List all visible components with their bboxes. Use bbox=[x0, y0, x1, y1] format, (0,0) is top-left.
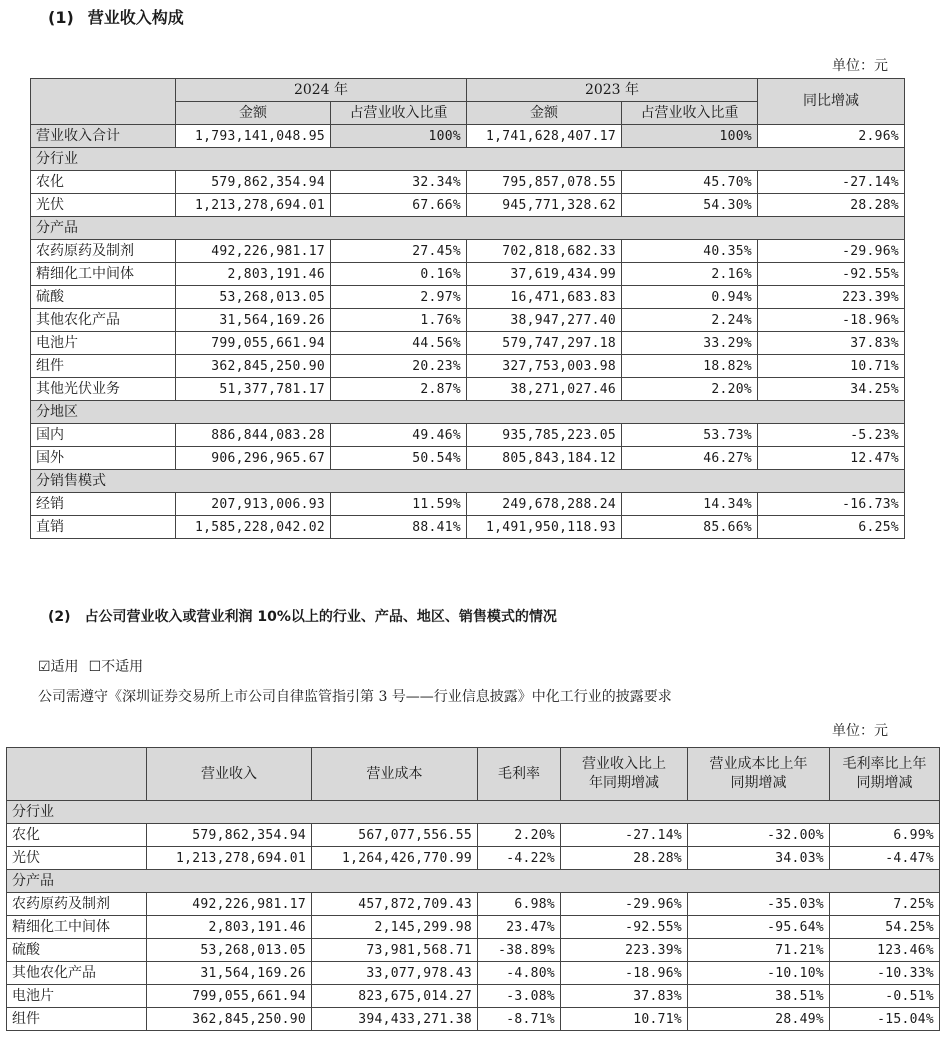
table-row bbox=[7, 985, 940, 1008]
table-row bbox=[31, 516, 905, 539]
row-label: 精细化工中间体 bbox=[7, 916, 147, 939]
row-label: 硫酸 bbox=[31, 286, 176, 309]
table-row bbox=[31, 309, 905, 332]
table-row bbox=[7, 824, 940, 847]
amount-2023: 327,753,003.98 bbox=[467, 355, 622, 378]
yoy-change: -92.55% bbox=[758, 263, 905, 286]
table-row bbox=[31, 194, 905, 217]
ratio-2023: 2.24% bbox=[622, 309, 758, 332]
ratio-2023: 53.73% bbox=[622, 424, 758, 447]
row-label: 组件 bbox=[31, 355, 176, 378]
ratio-2024: 49.46% bbox=[331, 424, 467, 447]
row-label: 精细化工中间体 bbox=[31, 263, 176, 286]
total-yoy: 2.96% bbox=[758, 125, 905, 148]
ratio-2024: 27.45% bbox=[331, 240, 467, 263]
amount-2024: 2,803,191.46 bbox=[176, 263, 331, 286]
row-label: 农化 bbox=[7, 824, 147, 847]
ratio-2023: 40.35% bbox=[622, 240, 758, 263]
section1-unit: 单位：元 bbox=[832, 58, 888, 74]
header-year-2023: 2023 年 bbox=[467, 79, 758, 102]
amount-2023: 579,747,297.18 bbox=[467, 332, 622, 355]
row-label: 直销 bbox=[31, 516, 176, 539]
total-row bbox=[31, 125, 905, 148]
amount-2023: 16,471,683.83 bbox=[467, 286, 622, 309]
applicability-row bbox=[38, 656, 153, 676]
group-title: 分产品 bbox=[7, 870, 940, 893]
ratio-2023: 2.20% bbox=[622, 378, 758, 401]
not-applicable-checkbox[interactable]: ☐不适用 bbox=[88, 659, 144, 675]
section1-heading bbox=[48, 5, 184, 28]
revenue: 1,213,278,694.01 bbox=[147, 847, 312, 870]
amount-2024: 207,913,006.93 bbox=[176, 493, 331, 516]
ratio-2023: 14.34% bbox=[622, 493, 758, 516]
yoy-change: 10.71% bbox=[758, 355, 905, 378]
revenue-yoy: -29.96% bbox=[561, 893, 688, 916]
gross-margin: -8.71% bbox=[478, 1008, 561, 1031]
row-label: 组件 bbox=[7, 1008, 147, 1031]
revenue-yoy: -92.55% bbox=[561, 916, 688, 939]
section-row bbox=[31, 148, 905, 171]
section2-title: 占公司营业收入或营业利润 10%以上的行业、产品、地区、销售模式的情况 bbox=[84, 609, 557, 625]
row-label: 农化 bbox=[31, 171, 176, 194]
seg-header-cost-yoy-line2: 同期增减 bbox=[730, 775, 787, 791]
yoy-change: 28.28% bbox=[758, 194, 905, 217]
table-row bbox=[7, 1008, 940, 1031]
ratio-2023: 54.30% bbox=[622, 194, 758, 217]
revenue: 31,564,169.26 bbox=[147, 962, 312, 985]
table-row bbox=[31, 240, 905, 263]
row-label: 硫酸 bbox=[7, 939, 147, 962]
amount-2024: 31,564,169.26 bbox=[176, 309, 331, 332]
ratio-2023: 18.82% bbox=[622, 355, 758, 378]
gross-margin: -38.89% bbox=[478, 939, 561, 962]
group-title: 分地区 bbox=[31, 401, 905, 424]
section2-unit: 单位：元 bbox=[832, 723, 888, 739]
row-label: 其他光伏业务 bbox=[31, 378, 176, 401]
header-yoy: 同比增减 bbox=[758, 79, 905, 125]
table-row bbox=[7, 962, 940, 985]
amount-2024: 579,862,354.94 bbox=[176, 171, 331, 194]
yoy-change: 34.25% bbox=[758, 378, 905, 401]
header-ratio-2023: 占营业收入比重 bbox=[622, 102, 758, 125]
seg-header-rev-yoy-line2: 年同期增减 bbox=[589, 775, 659, 791]
revenue-yoy: 37.83% bbox=[561, 985, 688, 1008]
table-row bbox=[31, 378, 905, 401]
revenue: 799,055,661.94 bbox=[147, 985, 312, 1008]
revenue: 53,268,013.05 bbox=[147, 939, 312, 962]
amount-2023: 37,619,434.99 bbox=[467, 263, 622, 286]
cost-yoy: -35.03% bbox=[688, 893, 830, 916]
cost: 823,675,014.27 bbox=[312, 985, 478, 1008]
row-label: 国内 bbox=[31, 424, 176, 447]
table-row bbox=[7, 893, 940, 916]
total-ratio-2024: 100% bbox=[331, 125, 467, 148]
segment-table-body bbox=[7, 801, 940, 1031]
yoy-change: -27.14% bbox=[758, 171, 905, 194]
gross-margin: -4.80% bbox=[478, 962, 561, 985]
yoy-change: 12.47% bbox=[758, 447, 905, 470]
seg-header-margin: 毛利率 bbox=[478, 748, 561, 801]
margin-yoy: 6.99% bbox=[830, 824, 940, 847]
row-label: 国外 bbox=[31, 447, 176, 470]
seg-header-rev-yoy-line1: 营业收入比上 bbox=[582, 756, 666, 772]
section-row bbox=[7, 801, 940, 824]
total-amount-2024: 1,793,141,048.95 bbox=[176, 125, 331, 148]
margin-yoy: -15.04% bbox=[830, 1008, 940, 1031]
cost-yoy: -95.64% bbox=[688, 916, 830, 939]
section-row bbox=[7, 870, 940, 893]
revenue-yoy: 10.71% bbox=[561, 1008, 688, 1031]
header-amount-2023: 金额 bbox=[467, 102, 622, 125]
row-label: 电池片 bbox=[7, 985, 147, 1008]
amount-2023: 38,947,277.40 bbox=[467, 309, 622, 332]
seg-header-cost-yoy-line1: 营业成本比上年 bbox=[709, 756, 808, 772]
ratio-2023: 2.16% bbox=[622, 263, 758, 286]
seg-header-corner bbox=[7, 748, 147, 801]
ratio-2024: 67.66% bbox=[331, 194, 467, 217]
segment-table bbox=[6, 747, 940, 1031]
row-label: 其他农化产品 bbox=[31, 309, 176, 332]
ratio-2024: 11.59% bbox=[331, 493, 467, 516]
revenue-yoy: 223.39% bbox=[561, 939, 688, 962]
yoy-change: -18.96% bbox=[758, 309, 905, 332]
row-label: 农药原药及制剂 bbox=[7, 893, 147, 916]
ratio-2023: 46.27% bbox=[622, 447, 758, 470]
yoy-change: -16.73% bbox=[758, 493, 905, 516]
cost-yoy: 34.03% bbox=[688, 847, 830, 870]
cost-yoy: -10.10% bbox=[688, 962, 830, 985]
seg-header-margin-yoy bbox=[830, 748, 940, 801]
group-title: 分行业 bbox=[7, 801, 940, 824]
seg-header-cost-yoy bbox=[688, 748, 830, 801]
table-row bbox=[31, 332, 905, 355]
amount-2024: 51,377,781.17 bbox=[176, 378, 331, 401]
revenue: 2,803,191.46 bbox=[147, 916, 312, 939]
table-row bbox=[7, 847, 940, 870]
section-row bbox=[31, 401, 905, 424]
group-title: 分产品 bbox=[31, 217, 905, 240]
total-amount-2023: 1,741,628,407.17 bbox=[467, 125, 622, 148]
gross-margin: 6.98% bbox=[478, 893, 561, 916]
revenue-composition-table bbox=[30, 78, 905, 539]
amount-2024: 799,055,661.94 bbox=[176, 332, 331, 355]
table-row bbox=[31, 424, 905, 447]
margin-yoy: 7.25% bbox=[830, 893, 940, 916]
revenue-composition-body bbox=[31, 125, 905, 539]
table-row bbox=[31, 286, 905, 309]
table-row bbox=[31, 263, 905, 286]
gross-margin: 23.47% bbox=[478, 916, 561, 939]
seg-header-margin-yoy-line2: 同期增减 bbox=[856, 775, 913, 791]
group-title: 分销售模式 bbox=[31, 470, 905, 493]
ratio-2024: 2.97% bbox=[331, 286, 467, 309]
margin-yoy: 123.46% bbox=[830, 939, 940, 962]
applicable-checkbox[interactable]: ☑适用 bbox=[38, 659, 79, 675]
amount-2023: 795,857,078.55 bbox=[467, 171, 622, 194]
gross-margin: -4.22% bbox=[478, 847, 561, 870]
yoy-change: 223.39% bbox=[758, 286, 905, 309]
disclosure-note: 公司需遵守《深圳证券交易所上市公司自律监管指引第 3 号——行业信息披露》中化工行业的披露要求 bbox=[38, 689, 672, 705]
table-row bbox=[7, 939, 940, 962]
margin-yoy: 54.25% bbox=[830, 916, 940, 939]
ratio-2024: 88.41% bbox=[331, 516, 467, 539]
amount-2024: 1,213,278,694.01 bbox=[176, 194, 331, 217]
gross-margin: 2.20% bbox=[478, 824, 561, 847]
ratio-2024: 44.56% bbox=[331, 332, 467, 355]
amount-2023: 249,678,288.24 bbox=[467, 493, 622, 516]
amount-2023: 1,491,950,118.93 bbox=[467, 516, 622, 539]
row-label: 光伏 bbox=[31, 194, 176, 217]
ratio-2024: 1.76% bbox=[331, 309, 467, 332]
row-label: 其他农化产品 bbox=[7, 962, 147, 985]
table-row bbox=[31, 171, 905, 194]
yoy-change: -29.96% bbox=[758, 240, 905, 263]
seg-header-margin-yoy-line1: 毛利率比上年 bbox=[842, 756, 927, 772]
cost-yoy: 71.21% bbox=[688, 939, 830, 962]
header-corner bbox=[31, 79, 176, 125]
section2-number: (2) bbox=[48, 609, 71, 625]
ratio-2023: 0.94% bbox=[622, 286, 758, 309]
yoy-change: -5.23% bbox=[758, 424, 905, 447]
revenue-yoy: 28.28% bbox=[561, 847, 688, 870]
margin-yoy: -4.47% bbox=[830, 847, 940, 870]
gross-margin: -3.08% bbox=[478, 985, 561, 1008]
revenue: 579,862,354.94 bbox=[147, 824, 312, 847]
margin-yoy: -0.51% bbox=[830, 985, 940, 1008]
table-row bbox=[31, 355, 905, 378]
row-label: 农药原药及制剂 bbox=[31, 240, 176, 263]
amount-2024: 906,296,965.67 bbox=[176, 447, 331, 470]
ratio-2024: 20.23% bbox=[331, 355, 467, 378]
seg-header-revenue: 营业收入 bbox=[147, 748, 312, 801]
cost-yoy: 38.51% bbox=[688, 985, 830, 1008]
cost: 2,145,299.98 bbox=[312, 916, 478, 939]
revenue-yoy: -27.14% bbox=[561, 824, 688, 847]
row-label: 经销 bbox=[31, 493, 176, 516]
amount-2024: 53,268,013.05 bbox=[176, 286, 331, 309]
revenue: 362,845,250.90 bbox=[147, 1008, 312, 1031]
yoy-change: 6.25% bbox=[758, 516, 905, 539]
amount-2024: 1,585,228,042.02 bbox=[176, 516, 331, 539]
cost-yoy: -32.00% bbox=[688, 824, 830, 847]
amount-2023: 38,271,027.46 bbox=[467, 378, 622, 401]
cost: 33,077,978.43 bbox=[312, 962, 478, 985]
amount-2023: 945,771,328.62 bbox=[467, 194, 622, 217]
amount-2024: 886,844,083.28 bbox=[176, 424, 331, 447]
revenue: 492,226,981.17 bbox=[147, 893, 312, 916]
ratio-2023: 85.66% bbox=[622, 516, 758, 539]
section1-number: (1) bbox=[48, 8, 74, 27]
cost-yoy: 28.49% bbox=[688, 1008, 830, 1031]
ratio-2023: 45.70% bbox=[622, 171, 758, 194]
amount-2023: 935,785,223.05 bbox=[467, 424, 622, 447]
section1-title: 营业收入构成 bbox=[87, 8, 184, 27]
cost: 457,872,709.43 bbox=[312, 893, 478, 916]
header-year-2024: 2024 年 bbox=[176, 79, 467, 102]
ratio-2024: 0.16% bbox=[331, 263, 467, 286]
seg-header-rev-yoy bbox=[561, 748, 688, 801]
table-row bbox=[31, 493, 905, 516]
ratio-2024: 50.54% bbox=[331, 447, 467, 470]
section2-heading bbox=[48, 606, 557, 626]
cost: 73,981,568.71 bbox=[312, 939, 478, 962]
amount-2023: 702,818,682.33 bbox=[467, 240, 622, 263]
cost: 1,264,426,770.99 bbox=[312, 847, 478, 870]
seg-header-cost: 营业成本 bbox=[312, 748, 478, 801]
amount-2024: 362,845,250.90 bbox=[176, 355, 331, 378]
row-label: 电池片 bbox=[31, 332, 176, 355]
margin-yoy: -10.33% bbox=[830, 962, 940, 985]
header-ratio-2024: 占营业收入比重 bbox=[331, 102, 467, 125]
table-row bbox=[7, 916, 940, 939]
ratio-2023: 33.29% bbox=[622, 332, 758, 355]
ratio-2024: 2.87% bbox=[331, 378, 467, 401]
table-row bbox=[31, 447, 905, 470]
amount-2023: 805,843,184.12 bbox=[467, 447, 622, 470]
cost: 567,077,556.55 bbox=[312, 824, 478, 847]
ratio-2024: 32.34% bbox=[331, 171, 467, 194]
amount-2024: 492,226,981.17 bbox=[176, 240, 331, 263]
cost: 394,433,271.38 bbox=[312, 1008, 478, 1031]
section-row bbox=[31, 470, 905, 493]
yoy-change: 37.83% bbox=[758, 332, 905, 355]
header-amount-2024: 金额 bbox=[176, 102, 331, 125]
group-title: 分行业 bbox=[31, 148, 905, 171]
total-label: 营业收入合计 bbox=[31, 125, 176, 148]
revenue-yoy: -18.96% bbox=[561, 962, 688, 985]
total-ratio-2023: 100% bbox=[622, 125, 758, 148]
section-row bbox=[31, 217, 905, 240]
row-label: 光伏 bbox=[7, 847, 147, 870]
